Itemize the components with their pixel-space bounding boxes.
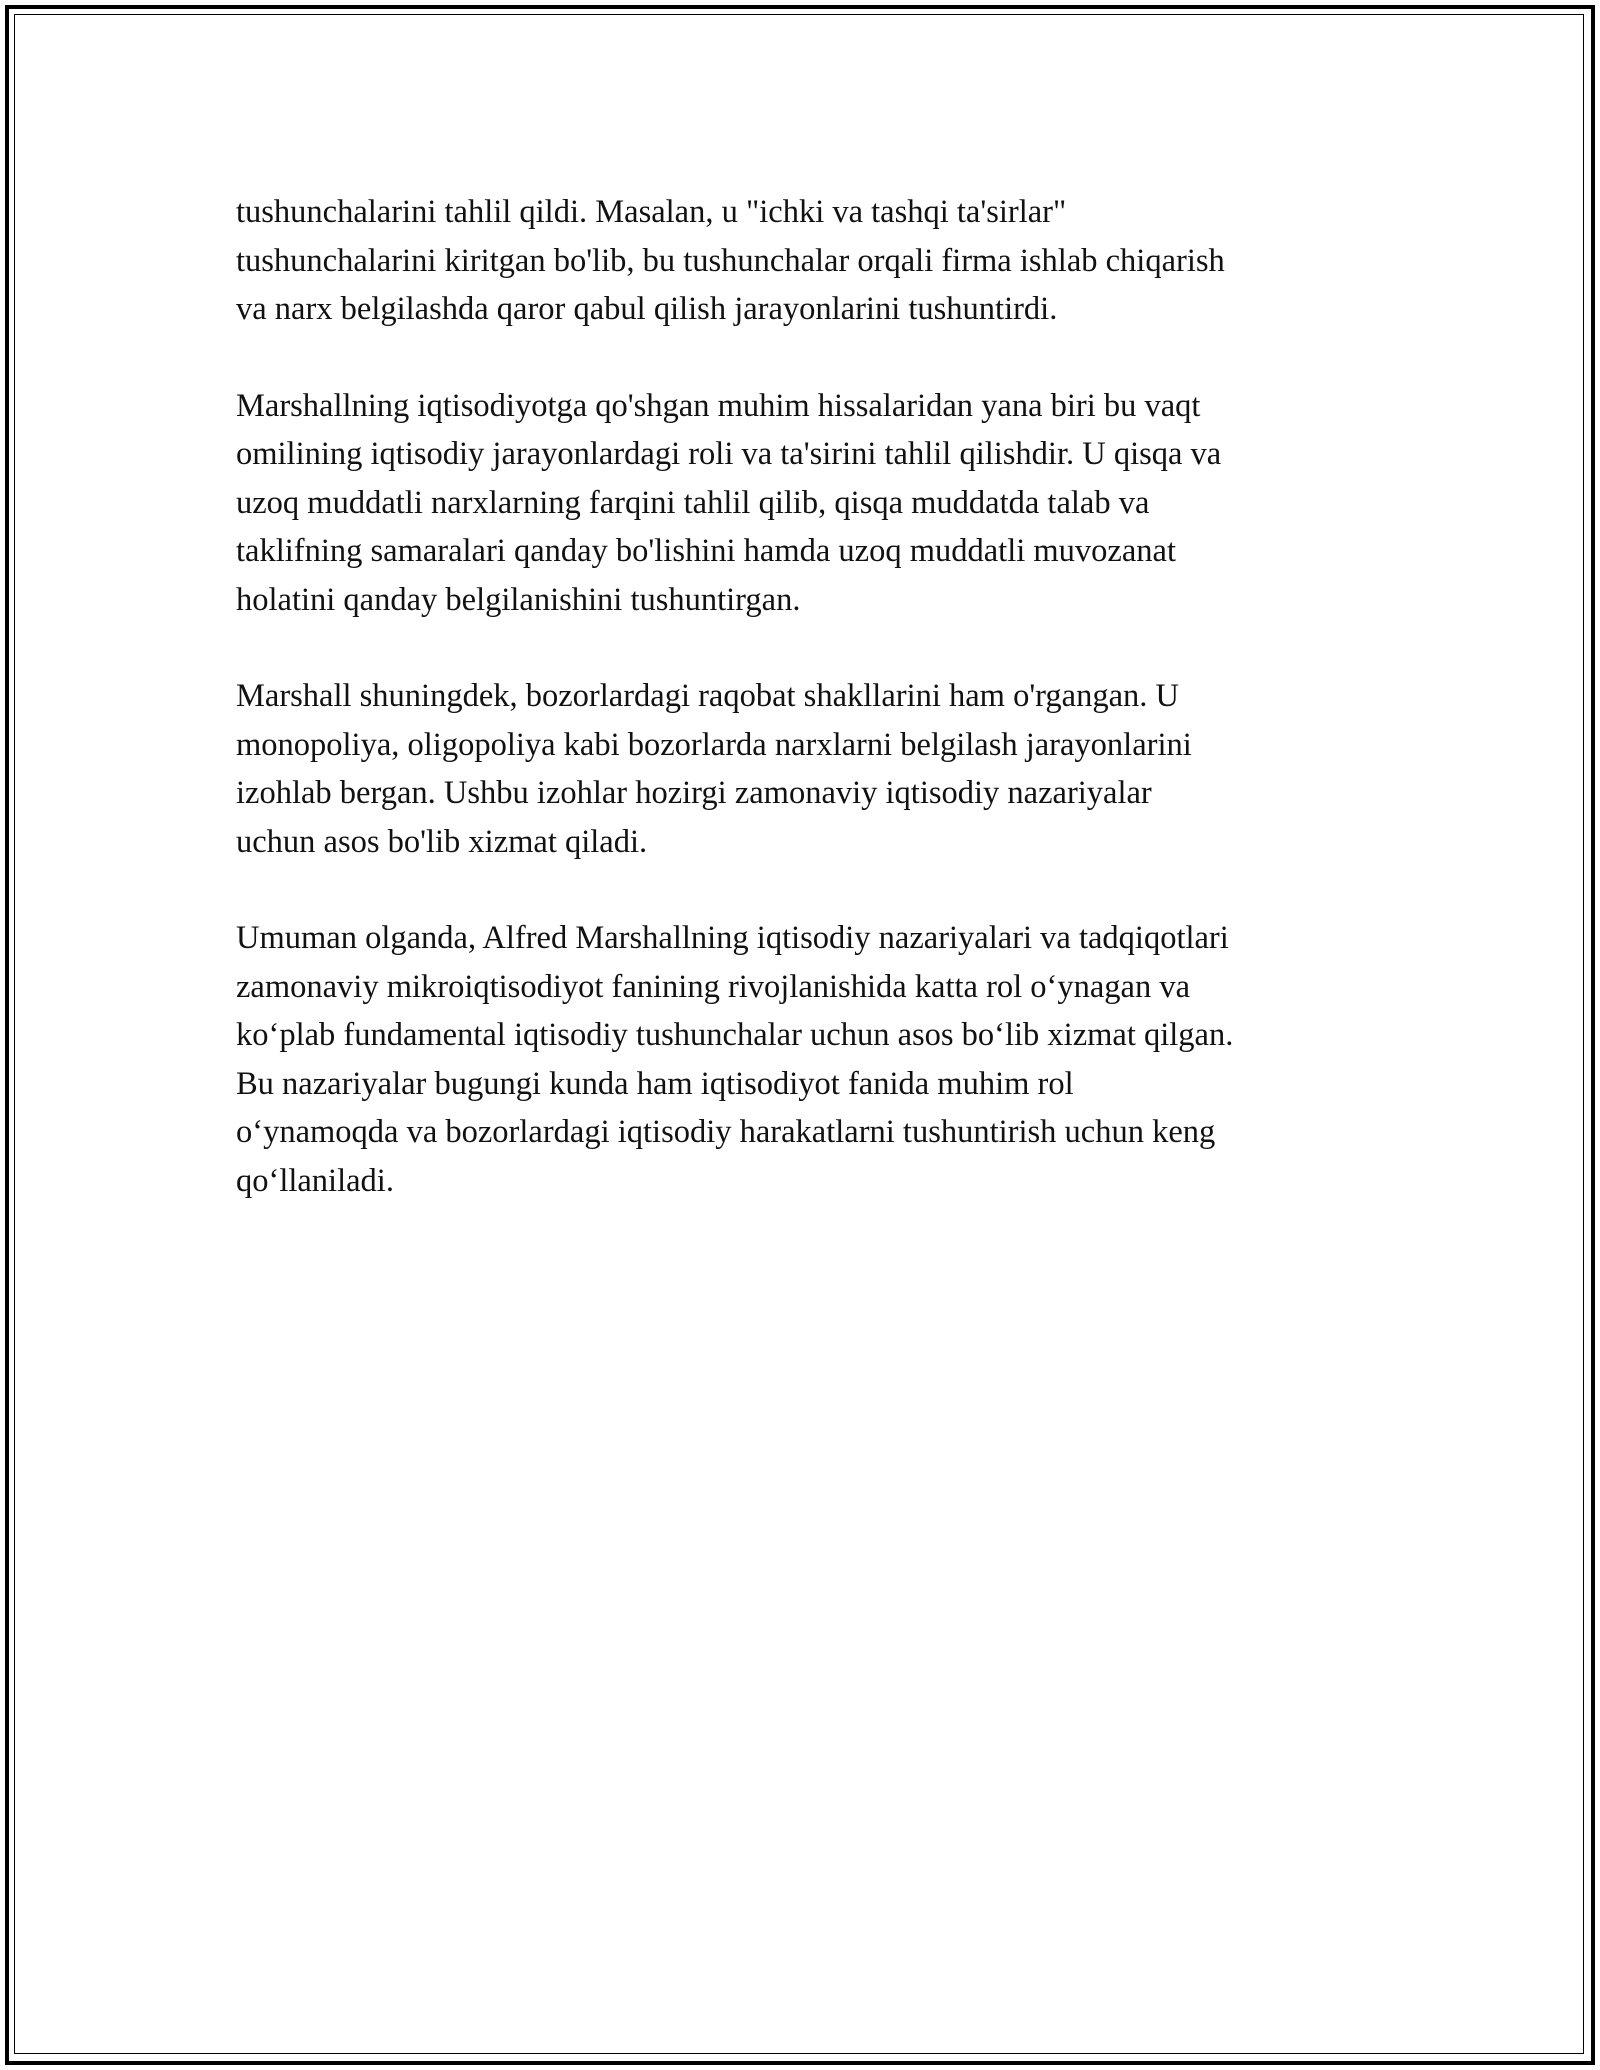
paragraph-4: Umuman olganda, Alfred Marshallning iqtisodiy nazariyalari va tadqiqotlari zamonaviy mikroiqtisodiyot fanining rivojlanishida katta rol o‘ynagan va ko‘plab fundamental iqtisodiy tushunchalar uchun asos bo‘lib xizmat qilgan. Bu nazariyalar bugungi kunda ham iqtisodiyot fanida muhim rol o‘ynamoqda va bozorlardagi iqtisodiy harakatlarni tushuntirish uchun keng qo‘llaniladi.: [236, 920, 1234, 1199]
paragraph-2: Marshallning iqtisodiyotga qo'shgan muhim hissalaridan yana biri bu vaqt omilining iqtisodiy jarayonlardagi roli va ta'sirini tahlil qilishdir. U qisqa va uzoq muddatli narxlarning farqini tahlil qilib, qisqa muddatda talab va taklifning samaralari qanday bo'lishini hamda uzoq muddatli muvozanat holatini qanday belgilanishini tushuntirgan.: [236, 387, 1222, 618]
document-body: [236, 188, 1376, 1253]
paragraph-1: tushunchalarini tahlil qildi. Masalan, u "ichki va tashqi ta'sirlar" tushunchalarini kiritgan bo'lib, bu tushunchalar orqali firma ishlab chiqarish va narx belgilashda qaror qabul qilish jarayonlarini tushuntirdi.: [236, 194, 1225, 327]
paragraph-3: Marshall shuningdek, bozorlardagi raqobat shakllarini ham o'rgangan. U monopoliya, oligopoliya kabi bozorlarda narxlarni belgilash jarayonlarini izohlab bergan. Ushbu izohlar hozirgi zamonaviy iqtisodiy nazariyalar uchun asos bo'lib xizmat qiladi.: [236, 678, 1192, 860]
